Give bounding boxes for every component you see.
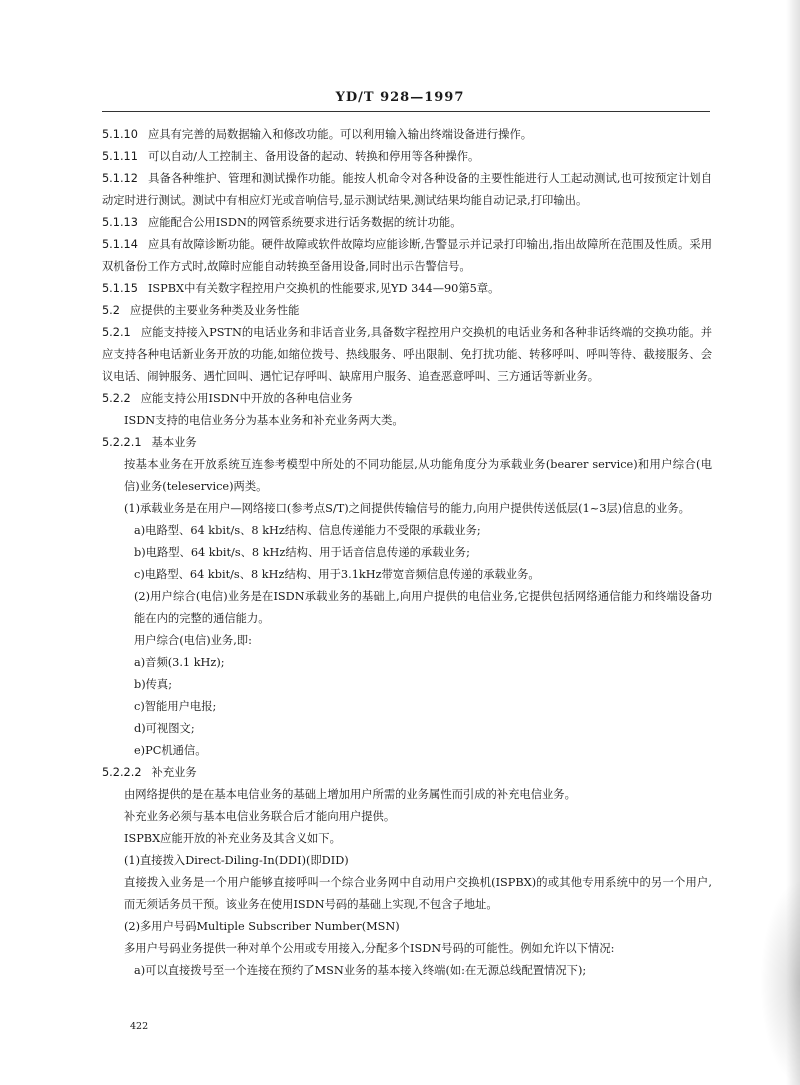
paragraph-text: 应具有故障诊断功能。硬件故障或软件故障均应能诊断,告警显示并记录打印输出,指出故障所在范围及性质。采用双机备份工作方式时,故障时应能自动转换至备用设备,同时出示告警信号。 [102, 238, 712, 273]
page-number: 422 [130, 1021, 149, 1032]
paragraph [102, 212, 712, 234]
paragraph-text: ISDN支持的电信业务分为基本业务和补充业务两大类。 [124, 414, 404, 427]
paragraph [102, 872, 712, 916]
paragraph-text: 按基本业务在开放系统互连参考模型中所处的不同功能层,从功能角度分为承载业务(bearer service)和用户综合(电信)业务(teleservice)两类。 [124, 458, 712, 493]
section-number: 5.2.2.2 [102, 766, 142, 779]
paragraph [102, 916, 712, 938]
paragraph [102, 586, 712, 630]
paragraph-text: (2)多用户号码Multiple Subscriber Number(MSN) [124, 920, 400, 933]
paragraph-text: 由网络提供的是在基本电信业务的基础上增加用户所需的业务属性而引成的补充电信业务。 [124, 788, 576, 801]
paragraph [102, 960, 712, 982]
paragraph-text: 直接拨入业务是一个用户能够直接呼叫一个综合业务网中自动用户交换机(ISPBX)的或其他专用系统中的另一个用户,而无须话务员干预。该业务在使用ISDN号码的基础上实现,不包含子地址。 [124, 876, 712, 911]
paragraph-text: 可以自动/人工控制主、备用设备的起动、转换和停用等各种操作。 [147, 150, 480, 163]
paragraph [102, 740, 712, 762]
paragraph [102, 718, 712, 740]
paragraph-text: 补充业务 [151, 766, 197, 779]
section-number: 5.2.2.1 [102, 436, 142, 449]
paragraph [102, 630, 712, 652]
paragraph [102, 762, 712, 784]
section-number: 5.2 [102, 304, 120, 317]
paragraph [102, 498, 712, 520]
paragraph-text: (1)承载业务是在用户—网络接口(参考点S/T)之间提供传输信号的能力,向用户提供传送低层(1~3层)信息的业务。 [124, 502, 690, 515]
paragraph [102, 388, 712, 410]
paragraph [102, 454, 712, 498]
section-number: 5.1.13 [102, 216, 138, 229]
paragraph [102, 806, 712, 828]
paragraph [102, 850, 712, 872]
paragraph-text: 补充业务必须与基本电信业务联合后才能向用户提供。 [124, 810, 396, 823]
paragraph [102, 146, 712, 168]
paragraph-text: 应具有完善的局数据输入和修改功能。可以利用输入输出终端设备进行操作。 [147, 128, 533, 141]
paragraph-text: c)智能用户电报; [134, 700, 217, 713]
paragraph-text: (1)直接拨入Direct-Diling-In(DDI)(即DID) [124, 854, 349, 867]
paragraph-text: a)电路型、64 kbit/s、8 kHz结构、信息传递能力不受限的承载业务; [134, 524, 481, 537]
paragraph-text: 应能配合公用ISDN的网管系统要求进行话务数据的统计功能。 [147, 216, 462, 229]
paragraph [102, 542, 712, 564]
paragraph-text: 应能支持公用ISDN中开放的各种电信业务 [140, 392, 353, 405]
section-number: 5.1.11 [102, 150, 138, 163]
paragraph [102, 234, 712, 278]
section-number: 5.1.10 [102, 128, 138, 141]
paragraph [102, 696, 712, 718]
paragraph-text: 用户综合(电信)业务,即: [134, 634, 252, 647]
header-rule [102, 111, 710, 112]
section-number: 5.1.14 [102, 238, 138, 251]
paragraph-text: a)音频(3.1 kHz); [134, 656, 225, 669]
paragraph [102, 828, 712, 850]
paragraph [102, 938, 712, 960]
paragraph [102, 432, 712, 454]
section-number: 5.2.2 [102, 392, 131, 405]
paragraph-text: 基本业务 [151, 436, 197, 449]
page-header: YD/T 928—1997 [335, 90, 465, 105]
paragraph-text: 具备各种维护、管理和测试操作功能。能按人机命令对各种设备的主要性能进行人工起动测试,也可按预定计划自动定时进行测试。测试中有相应灯光或音响信号,显示测试结果,测试结果均能自动记录,打印输出。 [102, 172, 712, 207]
paragraph [102, 124, 712, 146]
paragraph-text: a)可以直接拨号至一个连接在预约了MSN业务的基本接入终端(如:在无源总线配置情况下); [134, 964, 587, 977]
paragraph-text: ISPBX中有关数字程控用户交换机的性能要求,见YD 344—90第5章。 [147, 282, 500, 295]
section-number: 5.2.1 [102, 326, 131, 339]
paragraph [102, 674, 712, 696]
body-text [102, 124, 712, 982]
paragraph [102, 410, 712, 432]
paragraph [102, 784, 712, 806]
paragraph [102, 564, 712, 586]
paragraph-text: c)电路型、64 kbit/s、8 kHz结构、用于3.1kHz带宽音频信息传递的承载业务。 [134, 568, 540, 581]
paragraph-text: 应提供的主要业务种类及业务性能 [129, 304, 300, 317]
paragraph-text: b)电路型、64 kbit/s、8 kHz结构、用于话音信息传递的承载业务; [134, 546, 470, 559]
paragraph-text: e)PC机通信。 [134, 744, 207, 757]
paragraph-text: ISPBX应能开放的补充业务及其含义如下。 [124, 832, 341, 845]
paragraph [102, 520, 712, 542]
paragraph [102, 300, 712, 322]
paragraph [102, 278, 712, 300]
paragraph-text: 应能支持接入PSTN的电话业务和非话音业务,具备数字程控用户交换机的电话业务和各种非话终端的交换功能。并应支持各种电话新业务开放的功能,如缩位拨号、热线服务、呼出限制、免打扰功能、转移呼叫、呼叫等待、截接服务、会议电话、闹钟服务、遇忙回叫、遇忙记存呼叫、缺席用户服务、追查恶意呼叫、三方通话等新业务。 [102, 326, 712, 383]
section-number: 5.1.12 [102, 172, 138, 185]
paragraph-text: d)可视图文; [134, 722, 195, 735]
section-number: 5.1.15 [102, 282, 138, 295]
paragraph-text: 多用户号码业务提供一种对单个公用或专用接入,分配多个ISDN号码的可能性。例如允许以下情况: [124, 942, 615, 955]
paragraph [102, 652, 712, 674]
paragraph [102, 168, 712, 212]
paragraph [102, 322, 712, 388]
paragraph-text: (2)用户综合(电信)业务是在ISDN承载业务的基础上,向用户提供的电信业务,它提供包括网络通信能力和终端设备功能在内的完整的通信能力。 [134, 590, 712, 625]
scan-smudge [760, 880, 800, 1085]
paragraph-text: b)传真; [134, 678, 173, 691]
